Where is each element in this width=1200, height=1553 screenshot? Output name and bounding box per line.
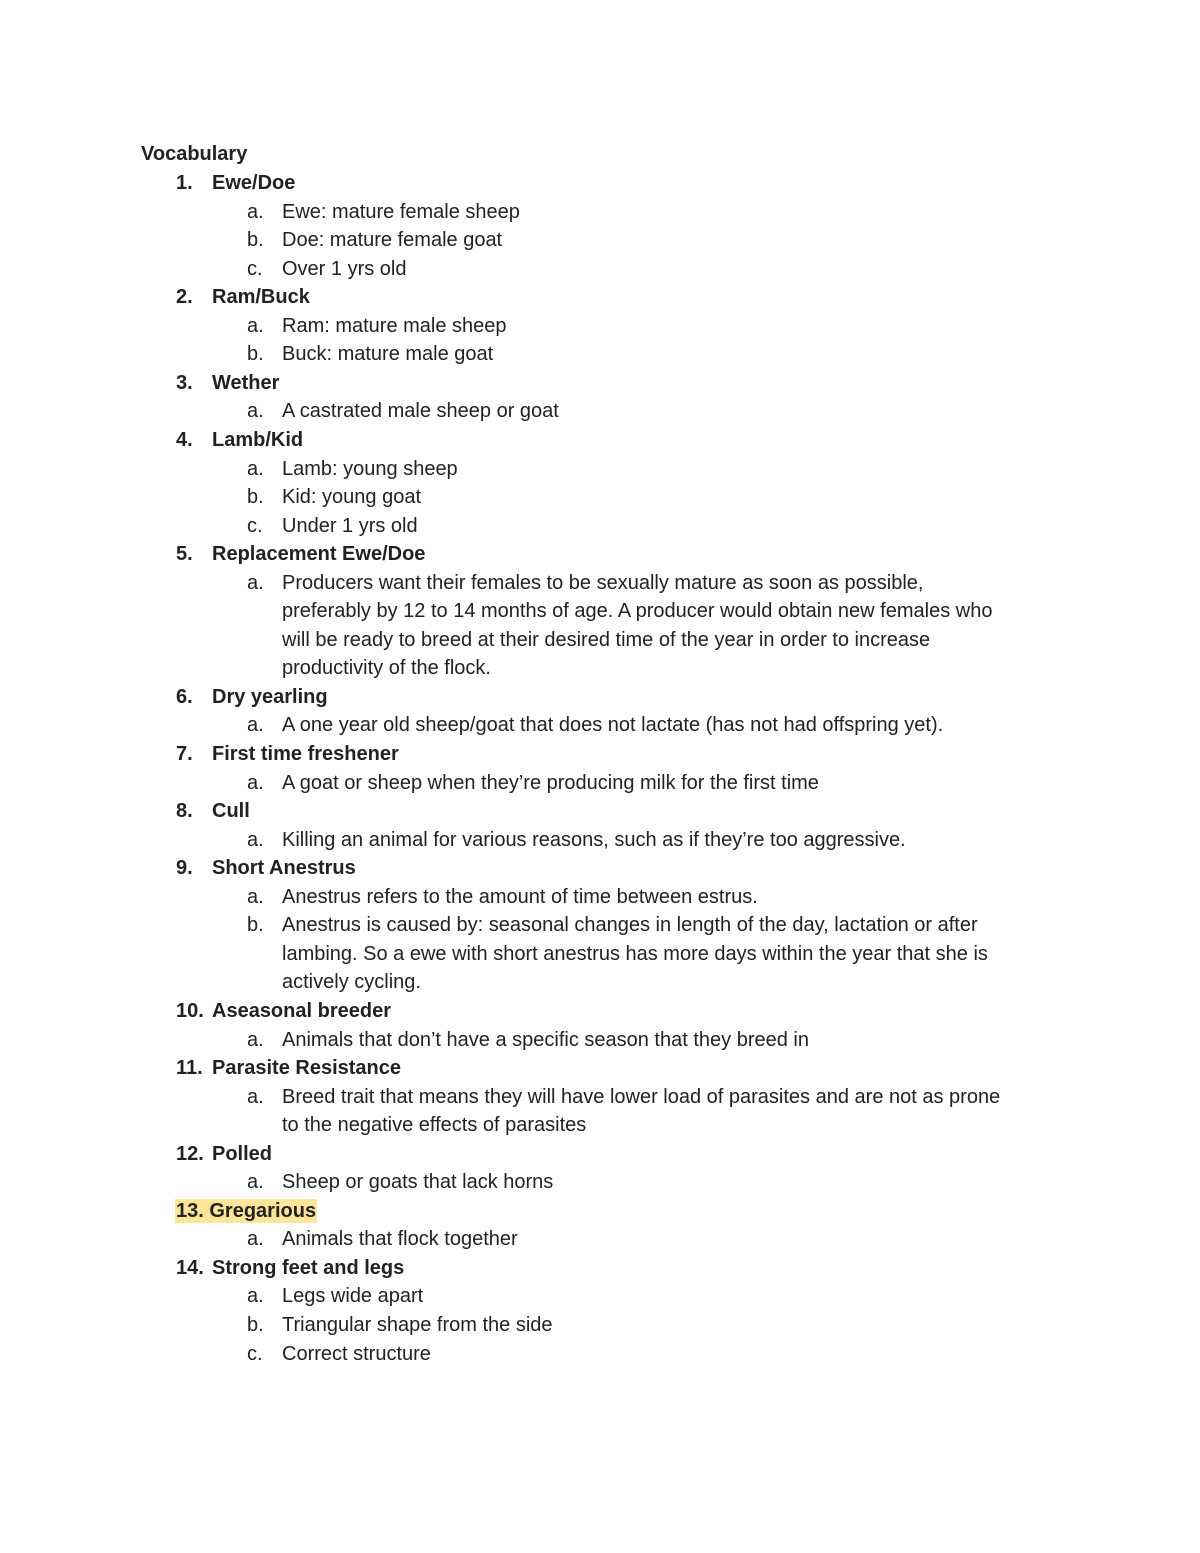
sub-item-text: Ram: mature male sheep	[282, 315, 507, 337]
item-number: 12.	[176, 1143, 204, 1165]
sub-item-text: Anestrus refers to the amount of time between estrus.	[282, 886, 758, 908]
sub-item-letter: a.	[247, 458, 264, 480]
sub-item-text: will be ready to breed at their desired time of the year in order to increase	[282, 629, 931, 651]
item-term: Aseasonal breeder	[212, 1000, 391, 1022]
item-term: Strong feet and legs	[212, 1257, 405, 1279]
item-number: 2.	[176, 286, 193, 308]
item-term: Wether	[212, 372, 280, 394]
sub-item-letter: a.	[247, 1029, 264, 1051]
item-term: Parasite Resistance	[212, 1057, 402, 1079]
item-term: Ewe/Doe	[212, 172, 296, 194]
document-title: Vocabulary	[141, 143, 248, 165]
sub-item-text: A one year old sheep/goat that does not lactate (has not had offspring yet).	[282, 714, 944, 736]
item-number: 6.	[176, 686, 193, 708]
sub-item-letter: a.	[247, 201, 264, 223]
item-number: 11.	[176, 1057, 203, 1079]
sub-item-text: Animals that don’t have a specific season that they breed in	[282, 1029, 809, 1051]
sub-item-text: Triangular shape from the side	[282, 1314, 553, 1336]
sub-item-text: Animals that flock together	[282, 1228, 518, 1250]
item-number: 7.	[176, 743, 193, 765]
sub-item-text: to the negative effects of parasites	[282, 1114, 587, 1136]
sub-item-text: Anestrus is caused by: seasonal changes in length of the day, lactation or after	[282, 914, 978, 936]
item-term: Cull	[212, 800, 250, 822]
sub-item-text: productivity of the flock.	[282, 657, 491, 679]
sub-item-letter: a.	[247, 1228, 264, 1250]
item-number: 3.	[176, 372, 193, 394]
sub-item-letter: a.	[247, 1171, 264, 1193]
item-term: Dry yearling	[212, 686, 328, 708]
item-term: Lamb/Kid	[212, 429, 304, 451]
sub-item-letter: a.	[247, 1086, 264, 1108]
sub-item-text: Doe: mature female goat	[282, 229, 503, 251]
sub-item-letter: a.	[247, 315, 264, 337]
item-term: Polled	[212, 1143, 273, 1165]
sub-item-letter: b.	[247, 1314, 264, 1336]
highlighted-term	[175, 1199, 317, 1223]
item-number: 1.	[176, 172, 193, 194]
sub-item-letter: b.	[247, 914, 264, 936]
sub-item-letter: a.	[247, 400, 264, 422]
sub-item-letter: c.	[247, 1343, 263, 1365]
sub-item-letter: c.	[247, 258, 263, 280]
item-term: Ram/Buck	[212, 286, 310, 308]
item-number: 14.	[176, 1257, 204, 1279]
item-term: First time freshener	[212, 743, 399, 765]
sub-item-text: A castrated male sheep or goat	[282, 400, 559, 422]
sub-item-text: Killing an animal for various reasons, such as if they’re too aggressive.	[282, 829, 906, 851]
sub-item-letter: b.	[247, 343, 264, 365]
sub-item-text: actively cycling.	[282, 971, 421, 993]
sub-item-letter: b.	[247, 486, 264, 508]
sub-item-letter: c.	[247, 515, 263, 537]
sub-item-text: Buck: mature male goat	[282, 343, 494, 365]
item-term: Short Anestrus	[212, 857, 356, 879]
item-number: 8.	[176, 800, 193, 822]
sub-item-text: Producers want their females to be sexually mature as soon as possible,	[282, 572, 924, 594]
sub-item-text: Kid: young goat	[282, 486, 421, 508]
sub-item-letter: b.	[247, 229, 264, 251]
sub-item-text: Sheep or goats that lack horns	[282, 1171, 554, 1193]
sub-item-letter: a.	[247, 572, 264, 594]
item-number: 5.	[176, 543, 193, 565]
item-term: Gregarious	[209, 1200, 317, 1222]
sub-item-letter: a.	[247, 829, 264, 851]
sub-item-text: Legs wide apart	[282, 1285, 424, 1307]
item-term: Replacement Ewe/Doe	[212, 543, 426, 565]
sub-item-text: Over 1 yrs old	[282, 258, 407, 280]
sub-item-text: lambing. So a ewe with short anestrus has more days within the year that she is	[282, 943, 988, 965]
sub-item-text: Lamb: young sheep	[282, 458, 458, 480]
sub-item-letter: a.	[247, 772, 264, 794]
sub-item-letter: a.	[247, 714, 264, 736]
item-number: 4.	[176, 429, 193, 451]
sub-item-text: Ewe: mature female sheep	[282, 201, 520, 223]
sub-item-text: Under 1 yrs old	[282, 515, 418, 537]
sub-item-text: Breed trait that means they will have lower load of parasites and are not as prone	[282, 1086, 1001, 1108]
sub-item-text: A goat or sheep when they’re producing milk for the first time	[282, 772, 819, 794]
sub-item-text: Correct structure	[282, 1343, 431, 1365]
sub-item-letter: a.	[247, 1285, 264, 1307]
item-number: 9.	[176, 857, 193, 879]
sub-item-letter: a.	[247, 886, 264, 908]
item-number: 13.	[176, 1200, 204, 1222]
sub-item-text: preferably by 12 to 14 months of age. A producer would obtain new females who	[282, 600, 993, 622]
item-number: 10.	[176, 1000, 204, 1022]
